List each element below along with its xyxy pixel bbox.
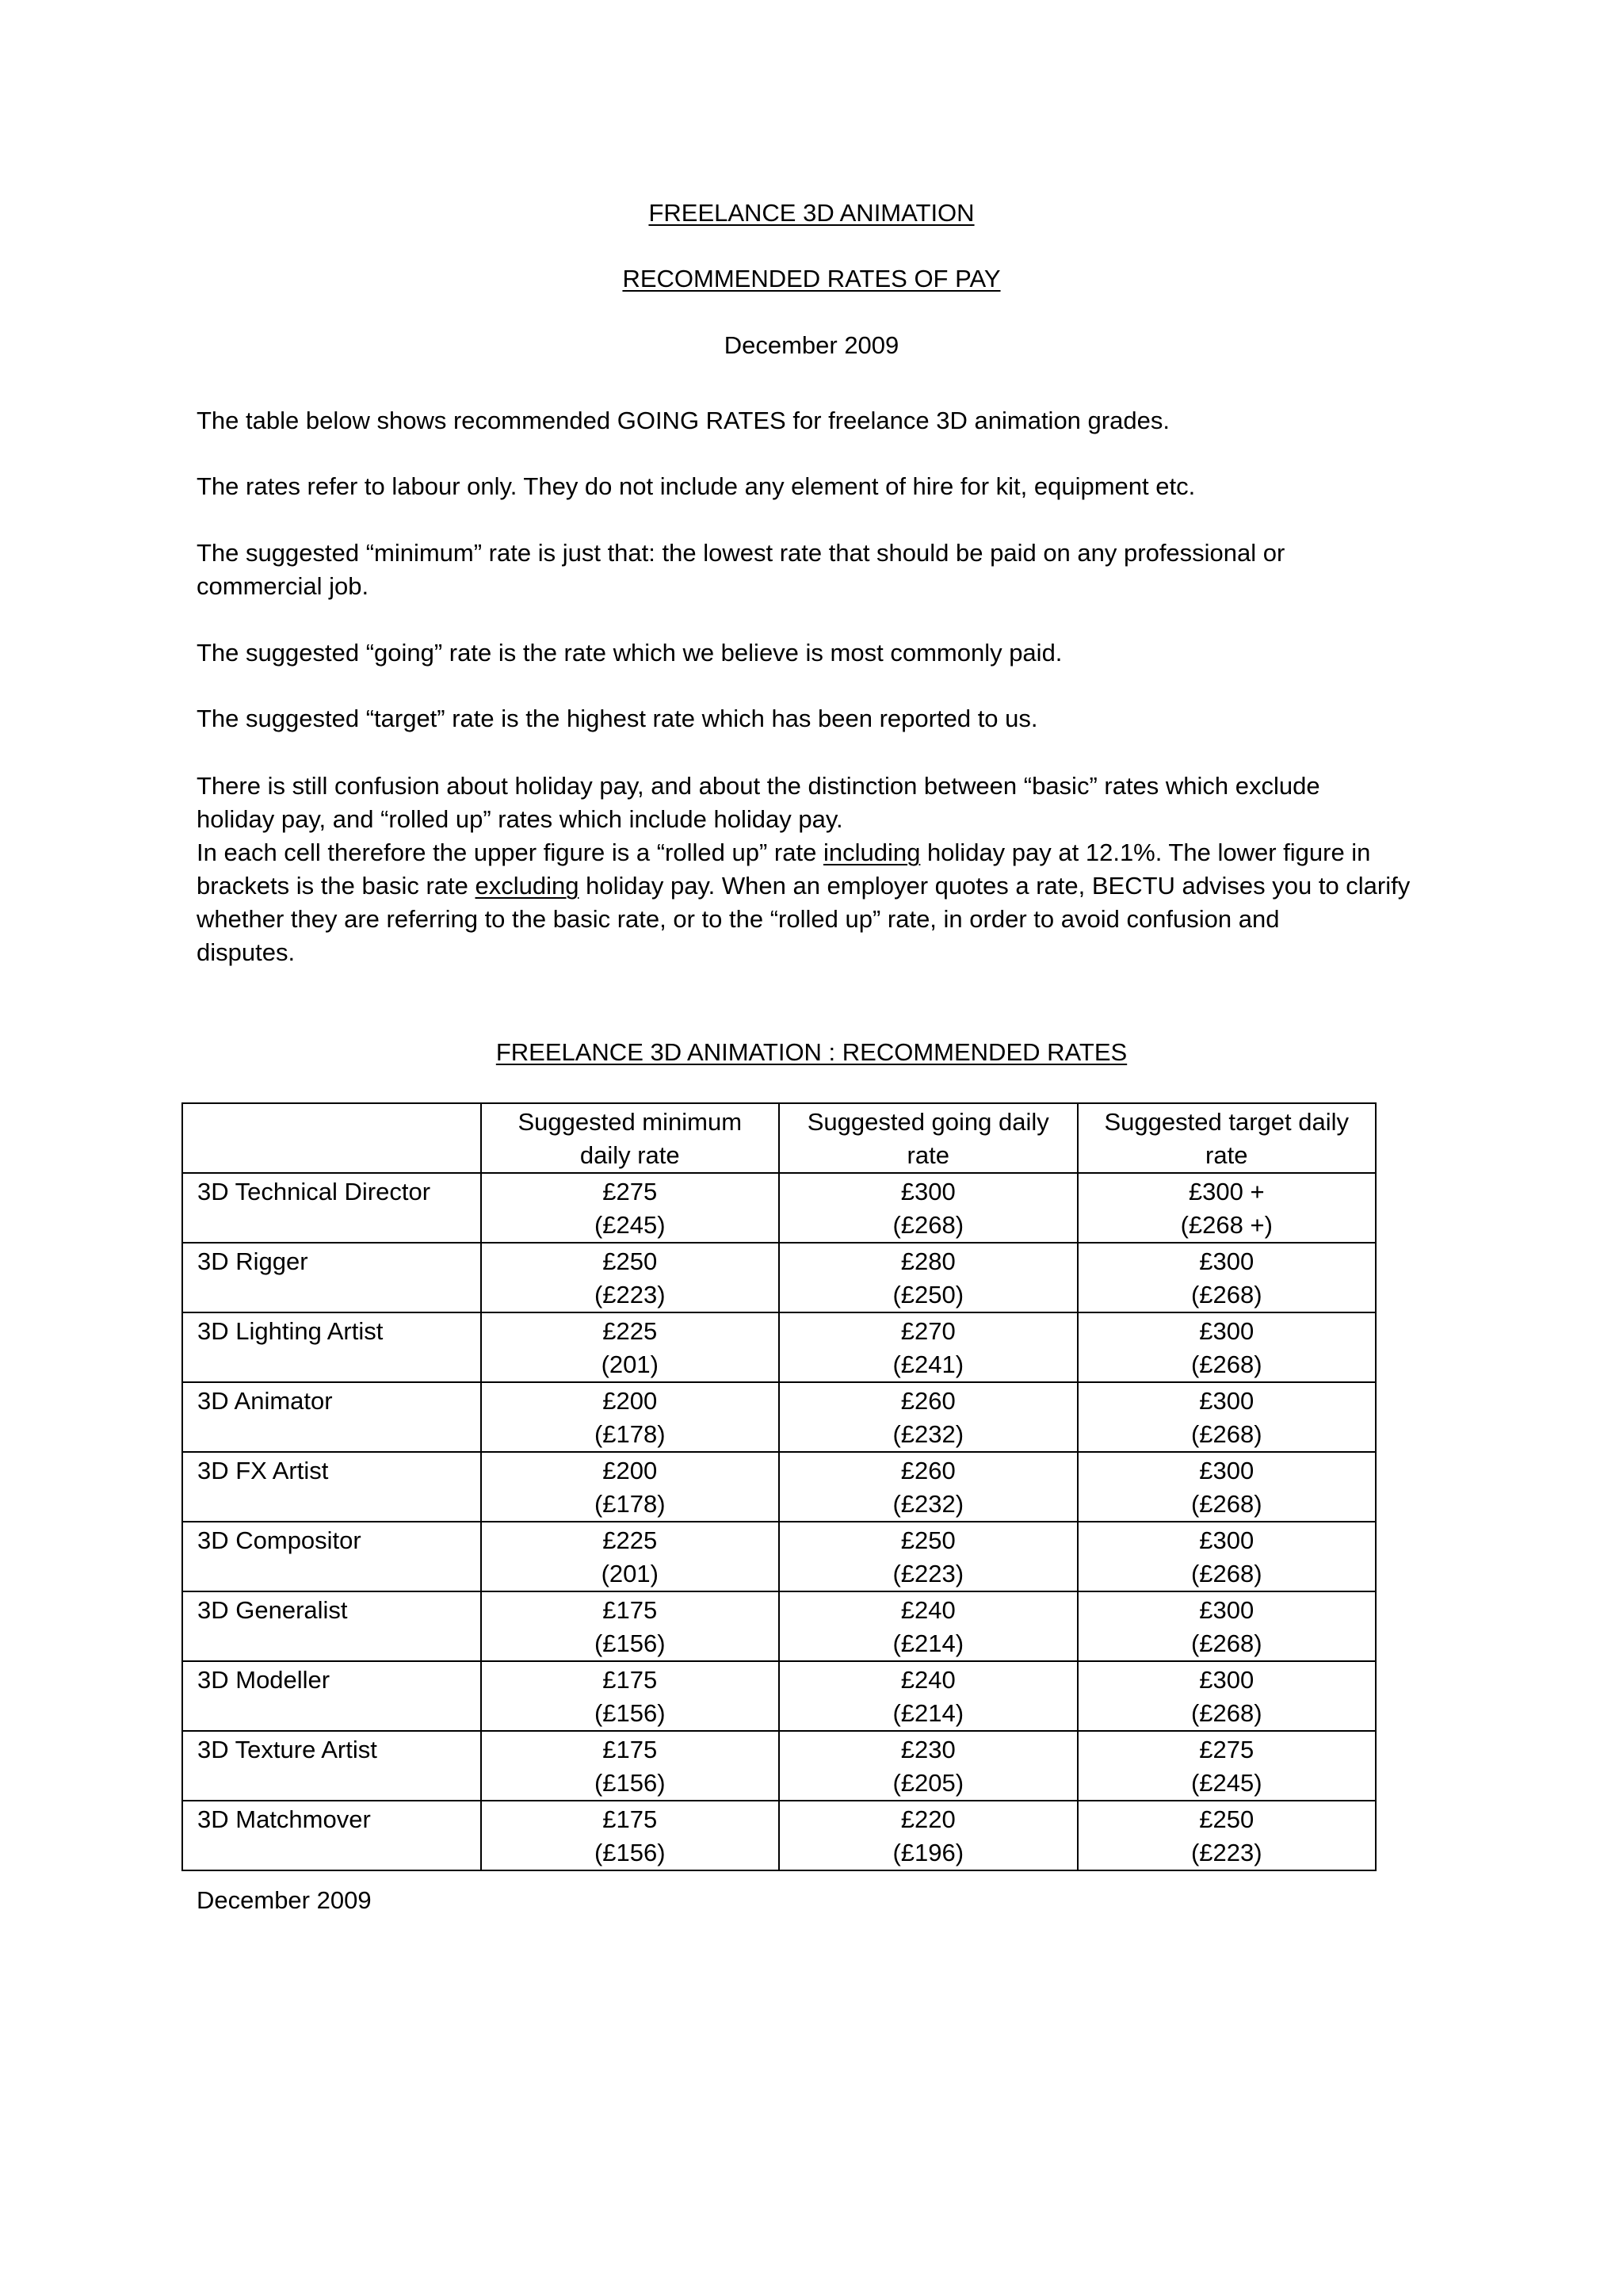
header-label-line2: rate: [907, 1141, 949, 1169]
basic-rate: (£268): [1190, 1281, 1262, 1308]
basic-rate: (£196): [892, 1839, 964, 1866]
emphasis-including: including: [823, 839, 921, 866]
role-cell: [182, 1801, 481, 1870]
text-segment: brackets is the basic rate: [197, 872, 475, 900]
role-cell: [182, 1173, 481, 1243]
rates-table: [181, 1102, 1377, 1871]
role-cell: [182, 1382, 481, 1452]
rolled-up-rate: £275: [602, 1178, 658, 1205]
role-name: 3D Generalist: [197, 1596, 348, 1624]
basic-rate: (£156): [594, 1769, 666, 1797]
rolled-up-rate: £300: [1199, 1526, 1254, 1554]
target-rate-cell: [1078, 1243, 1377, 1312]
header-label-line1: Suggested going daily: [807, 1108, 1049, 1136]
going-rate-cell: [779, 1801, 1078, 1870]
rolled-up-rate: £300 +: [1188, 1178, 1265, 1205]
rolled-up-rate: £240: [900, 1666, 956, 1694]
basic-rate: (£156): [594, 1839, 666, 1866]
table-row: [182, 1522, 1376, 1591]
rolled-up-rate: £300: [900, 1178, 956, 1205]
basic-rate: (£214): [892, 1699, 964, 1727]
rolled-up-rate: £240: [900, 1596, 956, 1624]
rolled-up-rate: £300: [1199, 1457, 1254, 1484]
basic-rate: (£178): [594, 1490, 666, 1518]
table-row: [182, 1173, 1376, 1243]
table-row: [182, 1661, 1376, 1731]
table-row: [182, 1382, 1376, 1452]
paragraph-holiday-pay-line1: There is still confusion about holiday pay, and about the distinction between “basic” rates which exclude: [197, 772, 1320, 800]
minimum-rate-cell: [481, 1522, 780, 1591]
table-row: [182, 1312, 1376, 1382]
role-cell: [182, 1312, 481, 1382]
footer-date: December 2009: [197, 1886, 372, 1914]
header-label-line2: [183, 1139, 480, 1172]
basic-rate: (£241): [892, 1350, 964, 1378]
target-rate-cell: [1078, 1591, 1377, 1661]
document-title-text: FREELANCE 3D ANIMATION: [648, 199, 975, 227]
basic-rate: (£268 +): [1180, 1211, 1273, 1239]
role-name: 3D Rigger: [197, 1247, 308, 1275]
role-cell: [182, 1591, 481, 1661]
header-cell-minimum: [481, 1103, 780, 1173]
rolled-up-rate: £200: [602, 1457, 658, 1484]
role-name: 3D Animator: [197, 1387, 333, 1415]
table-row: [182, 1731, 1376, 1801]
table-header-row: [182, 1103, 1376, 1173]
header-label-line2: rate: [1205, 1141, 1248, 1169]
going-rate-cell: [779, 1591, 1078, 1661]
basic-rate: (£268): [1190, 1490, 1262, 1518]
rolled-up-rate: £250: [602, 1247, 658, 1275]
paragraph-minimum-rate-line1: The suggested “minimum” rate is just that: the lowest rate that should be paid on any professional or: [197, 539, 1285, 567]
target-rate-cell: [1078, 1522, 1377, 1591]
basic-rate: (£232): [892, 1490, 964, 1518]
basic-rate: (£245): [594, 1211, 666, 1239]
paragraph-going-rates: The table below shows recommended GOING RATES for freelance 3D animation grades.: [197, 407, 1170, 434]
header-label-line1: Suggested minimum: [517, 1108, 743, 1136]
basic-rate: (£245): [1190, 1769, 1262, 1797]
rolled-up-rate: £225: [602, 1526, 658, 1554]
target-rate-cell: [1078, 1312, 1377, 1382]
rolled-up-rate: £270: [900, 1317, 956, 1345]
going-rate-cell: [779, 1173, 1078, 1243]
rolled-up-rate: £280: [900, 1247, 956, 1275]
text-segment: In each cell therefore the upper figure is a “rolled up” rate: [197, 839, 823, 866]
target-rate-cell: [1078, 1452, 1377, 1522]
role-name: 3D Compositor: [197, 1526, 361, 1554]
rolled-up-rate: £300: [1199, 1666, 1254, 1694]
basic-rate: (£156): [594, 1699, 666, 1727]
paragraph-target-rate: The suggested “target” rate is the highest rate which has been reported to us.: [197, 705, 1038, 732]
header-cell-role: [182, 1103, 481, 1173]
minimum-rate-cell: [481, 1173, 780, 1243]
basic-rate: (£205): [892, 1769, 964, 1797]
going-rate-cell: [779, 1243, 1078, 1312]
role-cell: [182, 1452, 481, 1522]
header-label-line1: [183, 1106, 480, 1139]
rolled-up-rate: £220: [900, 1805, 956, 1833]
role-name: 3D Matchmover: [197, 1805, 371, 1833]
paragraph-minimum-rate-line2: commercial job.: [197, 572, 369, 600]
paragraph-holiday-pay-line3: [197, 836, 1370, 869]
document-subtitle-text: RECOMMENDED RATES OF PAY: [622, 265, 1001, 292]
target-rate-cell: [1078, 1661, 1377, 1731]
paragraph-holiday-pay-line5: whether they are referring to the basic rate, or to the “rolled up” rate, in order to avoid confusion and: [197, 905, 1280, 933]
table-row: [182, 1801, 1376, 1870]
basic-rate: (£178): [594, 1420, 666, 1448]
going-rate-cell: [779, 1522, 1078, 1591]
paragraph-going-rate: The suggested “going” rate is the rate which we believe is most commonly paid.: [197, 639, 1063, 667]
rolled-up-rate: £175: [602, 1596, 658, 1624]
minimum-rate-cell: [481, 1661, 780, 1731]
basic-rate: (£223): [892, 1560, 964, 1587]
going-rate-cell: [779, 1312, 1078, 1382]
role-name: 3D FX Artist: [197, 1457, 329, 1484]
rolled-up-rate: £300: [1199, 1317, 1254, 1345]
basic-rate: (£214): [892, 1629, 964, 1657]
role-cell: [182, 1661, 481, 1731]
paragraph-holiday-pay-line4: [197, 869, 1410, 903]
rolled-up-rate: £300: [1199, 1596, 1254, 1624]
paragraph-holiday-pay-line2: holiday pay, and “rolled up” rates which include holiday pay.: [197, 805, 843, 833]
basic-rate: (£268): [1190, 1350, 1262, 1378]
going-rate-cell: [779, 1731, 1078, 1801]
header-cell-target: [1078, 1103, 1377, 1173]
basic-rate: (£232): [892, 1420, 964, 1448]
table-row: [182, 1452, 1376, 1522]
table-title-text: FREELANCE 3D ANIMATION : RECOMMENDED RATES: [495, 1038, 1128, 1066]
rolled-up-rate: £300: [1199, 1387, 1254, 1415]
table-title: [0, 1036, 1623, 1069]
target-rate-cell: [1078, 1731, 1377, 1801]
role-cell: [182, 1731, 481, 1801]
basic-rate: (201): [601, 1560, 659, 1587]
emphasis-excluding: excluding: [475, 872, 579, 900]
target-rate-cell: [1078, 1801, 1377, 1870]
table-row: [182, 1591, 1376, 1661]
rolled-up-rate: £260: [900, 1387, 956, 1415]
text-segment: holiday pay at 12.1%. The lower figure in: [920, 839, 1371, 866]
going-rate-cell: [779, 1382, 1078, 1452]
basic-rate: (£268): [1190, 1699, 1262, 1727]
role-name: 3D Lighting Artist: [197, 1317, 384, 1345]
rolled-up-rate: £250: [1199, 1805, 1254, 1833]
rolled-up-rate: £175: [602, 1805, 658, 1833]
minimum-rate-cell: [481, 1382, 780, 1452]
header-label-line2: daily rate: [579, 1141, 680, 1169]
paragraph-labour-only: The rates refer to labour only. They do not include any element of hire for kit, equipment etc.: [197, 472, 1196, 500]
rolled-up-rate: £300: [1199, 1247, 1254, 1275]
role-cell: [182, 1522, 481, 1591]
rolled-up-rate: £175: [602, 1736, 658, 1763]
text-segment: holiday pay. When an employer quotes a rate, BECTU advises you to clarify: [579, 872, 1411, 900]
rolled-up-rate: £200: [602, 1387, 658, 1415]
basic-rate: (£223): [594, 1281, 666, 1308]
target-rate-cell: [1078, 1382, 1377, 1452]
minimum-rate-cell: [481, 1312, 780, 1382]
rolled-up-rate: £275: [1199, 1736, 1254, 1763]
rolled-up-rate: £230: [900, 1736, 956, 1763]
rolled-up-rate: £225: [602, 1317, 658, 1345]
rolled-up-rate: £175: [602, 1666, 658, 1694]
basic-rate: (201): [601, 1350, 659, 1378]
header-label-line1: Suggested target daily: [1104, 1108, 1349, 1136]
paragraph-holiday-pay-line6: disputes.: [197, 938, 296, 966]
role-name: 3D Texture Artist: [197, 1736, 377, 1763]
going-rate-cell: [779, 1452, 1078, 1522]
rolled-up-rate: £250: [900, 1526, 956, 1554]
rolled-up-rate: £260: [900, 1457, 956, 1484]
document-subtitle: [0, 262, 1623, 296]
going-rate-cell: [779, 1661, 1078, 1731]
document-title: [0, 197, 1623, 230]
basic-rate: (£250): [892, 1281, 964, 1308]
basic-rate: (£268): [1190, 1560, 1262, 1587]
minimum-rate-cell: [481, 1801, 780, 1870]
table-row: [182, 1243, 1376, 1312]
role-name: 3D Modeller: [197, 1666, 330, 1694]
role-cell: [182, 1243, 481, 1312]
minimum-rate-cell: [481, 1452, 780, 1522]
basic-rate: (£156): [594, 1629, 666, 1657]
basic-rate: (£268): [1190, 1629, 1262, 1657]
target-rate-cell: [1078, 1173, 1377, 1243]
basic-rate: (£223): [1190, 1839, 1262, 1866]
document-date: December 2009: [724, 331, 899, 359]
basic-rate: (£268): [892, 1211, 964, 1239]
basic-rate: (£268): [1190, 1420, 1262, 1448]
minimum-rate-cell: [481, 1591, 780, 1661]
minimum-rate-cell: [481, 1243, 780, 1312]
role-name: 3D Technical Director: [197, 1178, 431, 1205]
minimum-rate-cell: [481, 1731, 780, 1801]
header-cell-going: [779, 1103, 1078, 1173]
